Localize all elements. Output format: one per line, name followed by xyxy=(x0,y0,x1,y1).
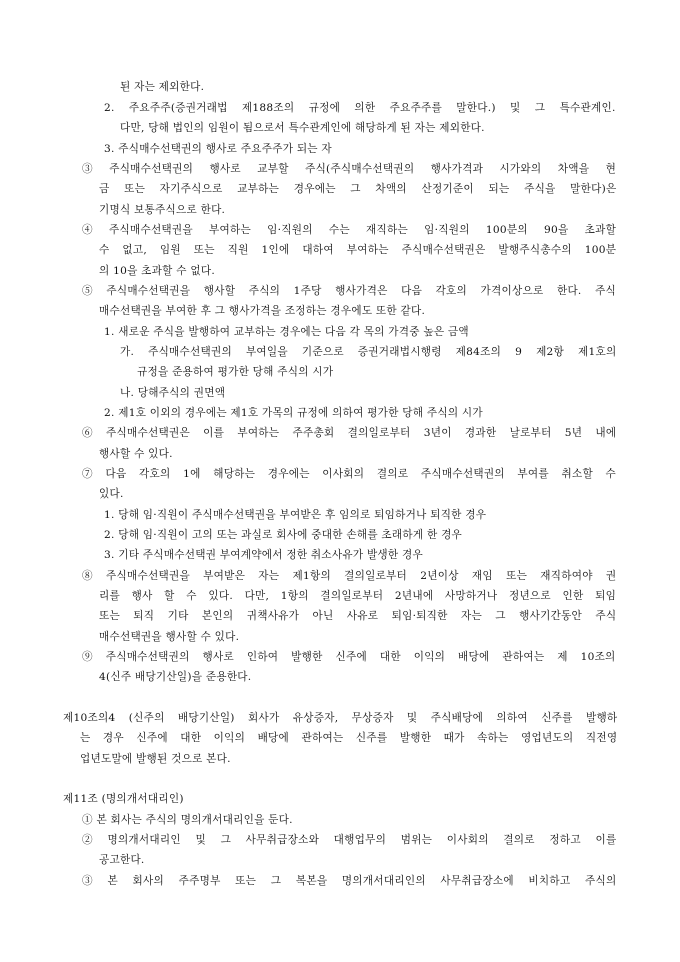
text-line: ⑤ 주식매수선택권을 행사할 주식의 1주당 행사가격은 다음 각호의 가격이상으로 한다. 주식 xyxy=(82,285,617,297)
text-line: ④ 주식매수선택권을 부여하는 임·직원의 수는 재직하는 임·직원의 100분의 90을 초과할 xyxy=(82,224,617,236)
text-line: 가. 주식매수선택권의 부여일을 기준으로 증권거래법시행령 제84조의 9 제2항 제1호의 xyxy=(120,346,617,358)
text-line: ⑥ 주식매수선택권은 이를 부여하는 주주총회 결의일로부터 3년이 경과한 날로부터 5년 내에 xyxy=(82,427,617,439)
text-line: ① 본 회사는 주식의 명의개서대리인을 둔다. xyxy=(82,814,293,826)
text-line: 4(신주 배당기산일)을 준용한다. xyxy=(99,671,252,683)
text-line: 제11조 (명의개서대리인) xyxy=(63,793,184,805)
text-line: 된 자는 제외한다. xyxy=(120,81,205,93)
text-line: 2. 주요주주(증권거래법 제188조의 규정에 의한 주요주주를 말한다.) 및 그 특수관계인. xyxy=(104,102,616,114)
text-line: 1. 새로운 주식을 발행하여 교부하는 경우에는 다음 각 목의 가격중 높은 금액 xyxy=(104,326,469,338)
text-line: 금 또는 자기주식으로 교부하는 경우에는 그 차액의 산정기준이 되는 주식을 말한다)은 xyxy=(99,183,617,195)
text-line: 나. 당해주식의 권면액 xyxy=(120,387,226,399)
text-line: 행사할 수 있다. xyxy=(99,448,173,460)
text-line: ⑨ 주식매수선택권의 행사로 인하여 발행한 신주에 대한 이익의 배당에 관하여는 제 10조의 xyxy=(82,651,616,663)
text-line: 있다. xyxy=(99,488,124,500)
text-line: 2. 제1호 이외의 경우에는 제1호 가목의 규정에 의하여 평가한 당해 주식의 시가 xyxy=(104,407,483,419)
text-line: 기명식 보통주식으로 한다. xyxy=(99,204,226,216)
text-line: 또는 퇴직 기타 본인의 귀책사유가 아닌 사유로 퇴임·퇴직한 자는 그 행사기간동안 주식 xyxy=(99,610,617,622)
text-line: 다만, 당해 법인의 임원이 됨으로서 특수관계인에 해당하게 된 자는 제외한다. xyxy=(120,122,485,134)
text-line: ⑦ 다음 각호의 1에 해당하는 경우에는 이사회의 결의로 주식매수선택권의 부여를 취소할 수 xyxy=(82,468,617,480)
text-line: 3. 기타 주식매수선택권 부여계약에서 정한 취소사유가 발생한 경우 xyxy=(104,549,423,561)
text-line: ② 명의개서대리인 및 그 사무취급장소와 대행업무의 범위는 이사회의 결의로 정하고 이를 xyxy=(82,834,617,846)
text-line: ③ 본 회사의 주주명부 또는 그 복본을 명의개서대리인의 사무취급장소에 비치하고 주식의 xyxy=(82,875,617,887)
text-line: 규정을 준용하여 평가한 당해 주식의 시가 xyxy=(137,366,334,378)
text-line: 1. 당해 임·직원이 주식매수선택권을 부여받은 후 임의로 퇴임하거나 퇴직한 경우 xyxy=(104,509,487,521)
text-line: 2. 당해 임·직원이 고의 또는 과실로 회사에 중대한 손해를 초래하게 한 경우 xyxy=(104,529,463,541)
text-line: ③ 주식매수선택권의 행사로 교부할 주식(주식매수선택권의 행사가격과 시가와의 차액을 현 xyxy=(82,163,617,175)
text-line: ⑧ 주식매수선택권을 부여받은 자는 제1항의 결의일로부터 2년이상 재임 또는 재직하여야 권 xyxy=(82,570,617,582)
text-line: 제10조의4 (신주의 배당기산일) 회사가 유상증자, 무상증자 및 주식배당에 의하여 신주를 발행하 xyxy=(63,712,618,724)
text-line: 매수선택권을 행사할 수 있다. xyxy=(99,631,240,643)
text-line: 3. 주식매수선택권의 행사로 주요주주가 되는 자 xyxy=(104,143,332,155)
text-line: 의 10을 초과할 수 없다. xyxy=(99,265,215,277)
text-line: 공고한다. xyxy=(99,854,145,866)
text-line: 리를 행사 할 수 있다. 다만, 1항의 결의일로부터 2년내에 사망하거나 정년으로 인한 퇴임 xyxy=(99,590,617,602)
text-line: 수 없고, 임원 또는 직원 1인에 대하여 부여하는 주식매수선택권은 발행주식총수의 100분 xyxy=(99,244,617,256)
text-line: 업년도말에 발행된 것으로 본다. xyxy=(80,753,231,765)
text-line: 매수선택권을 부여한 후 그 행사가격을 조정하는 경우에도 또한 같다. xyxy=(99,305,426,317)
text-line: 는 경우 신주에 대한 이익의 배당에 관하여는 신주를 발행한 때가 속하는 영업년도의 직전영 xyxy=(80,732,618,744)
